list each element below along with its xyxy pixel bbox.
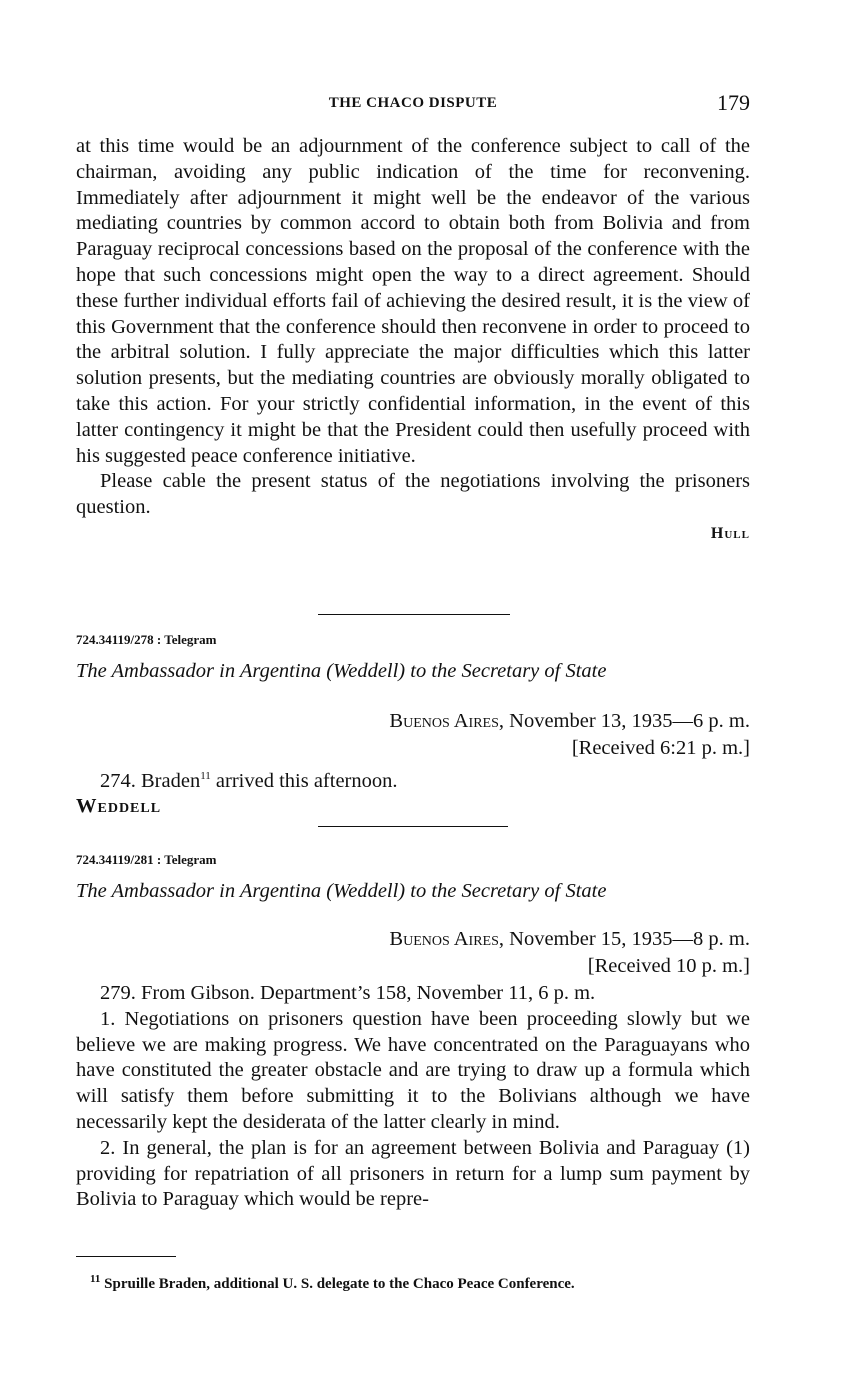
doc1-place: Buenos Aires (389, 710, 499, 732)
footnote-number: 11 (90, 1273, 101, 1285)
footnote-text: Spruille Braden, additional U. S. delegate to the Chaco Peace Conference. (104, 1276, 575, 1292)
doc1-number: 274. (100, 769, 136, 792)
doc2-paragraph1: 1. Negotiations on prisoners question have been proceeding slowly but we believe we are making progress. We have concentrated on the Paraguayans who have constituted the greater obstacle and are trying to draw up a formula which will satisfy them before submitting it to the Bolivians although we have necessarily kept the desiderata of the latter clearly in mind. (76, 1007, 750, 1133)
doc2-message (76, 981, 750, 1213)
continued-paragraph: at this time would be an adjournment of the conference subject to call of the chairman, avoiding any public indication of the time for reconvening. Immediately after adjournment it might well be the endeavor of the various mediating countries by common accord to obtain both from Bolivia and from Paraguay reciprocal concessions based on the proposal of the conference with the hope that such concessions might open the way to a direct agreement. Should these further individual efforts fail of achieving the desired result, it is the view of this Government that the conference should then reconvene in order to proceed to the arbitral solution. I fully appreciate the major difficulties which this latter solution presents, but the mediating countries are obviously morally obligated to take this action. For your strictly confidential information, in the event of this latter contingency it might be that the President could then usefully proceed with his suggested peace conference initiative. (76, 135, 750, 467)
section-divider (318, 614, 510, 615)
running-head-title: THE CHACO DISPUTE (328, 95, 498, 111)
doc1-text-before-note: Braden (141, 769, 201, 792)
doc2-date: , November 15, 1935—8 p. m. (498, 928, 750, 950)
doc2-place: Buenos Aires (389, 928, 499, 950)
doc1-date: , November 13, 1935—6 p. m. (498, 710, 750, 732)
running-head (76, 90, 750, 118)
footnote-ref: 11 (200, 770, 211, 782)
doc1-heading: The Ambassador in Argentina (Weddell) to the Secretary of State (76, 660, 607, 682)
doc2-received: [Received 10 p. m.] (587, 955, 750, 977)
doc1-place-date (389, 708, 750, 735)
footnote-rule (76, 1256, 176, 1257)
doc1-file-id: 724.34119/278 : Telegram (76, 632, 217, 647)
doc1-dateline (389, 708, 750, 762)
doc1-received: [Received 6:21 p. m.] (571, 737, 750, 759)
doc2-file-id: 724.34119/281 : Telegram (76, 852, 217, 867)
page-number: 179 (717, 90, 750, 115)
signature-weddell: Weddell (76, 795, 162, 817)
section-divider (318, 826, 508, 827)
doc2-dateline (389, 926, 750, 980)
doc2-place-date (389, 926, 750, 953)
request-paragraph: Please cable the present status of the negotiations involving the prisoners question. (76, 470, 750, 519)
doc2-paragraph2: 2. In general, the plan is for an agreement between Bolivia and Paraguay (1) providing for repatriation of all prisoners in return for a lump sum payment by Bolivia to Paraguay which would be repre- (76, 1136, 750, 1211)
continued-text (76, 134, 750, 547)
footnote (90, 1273, 575, 1293)
doc2-line1: 279. From Gibson. Department’s 158, November 11, 6 p. m. (100, 982, 596, 1004)
doc1-message (76, 764, 750, 795)
doc2-heading: The Ambassador in Argentina (Weddell) to the Secretary of State (76, 880, 607, 902)
doc1-text-after-note: arrived this afternoon. (215, 769, 398, 792)
signature-hull: Hull (710, 524, 750, 542)
